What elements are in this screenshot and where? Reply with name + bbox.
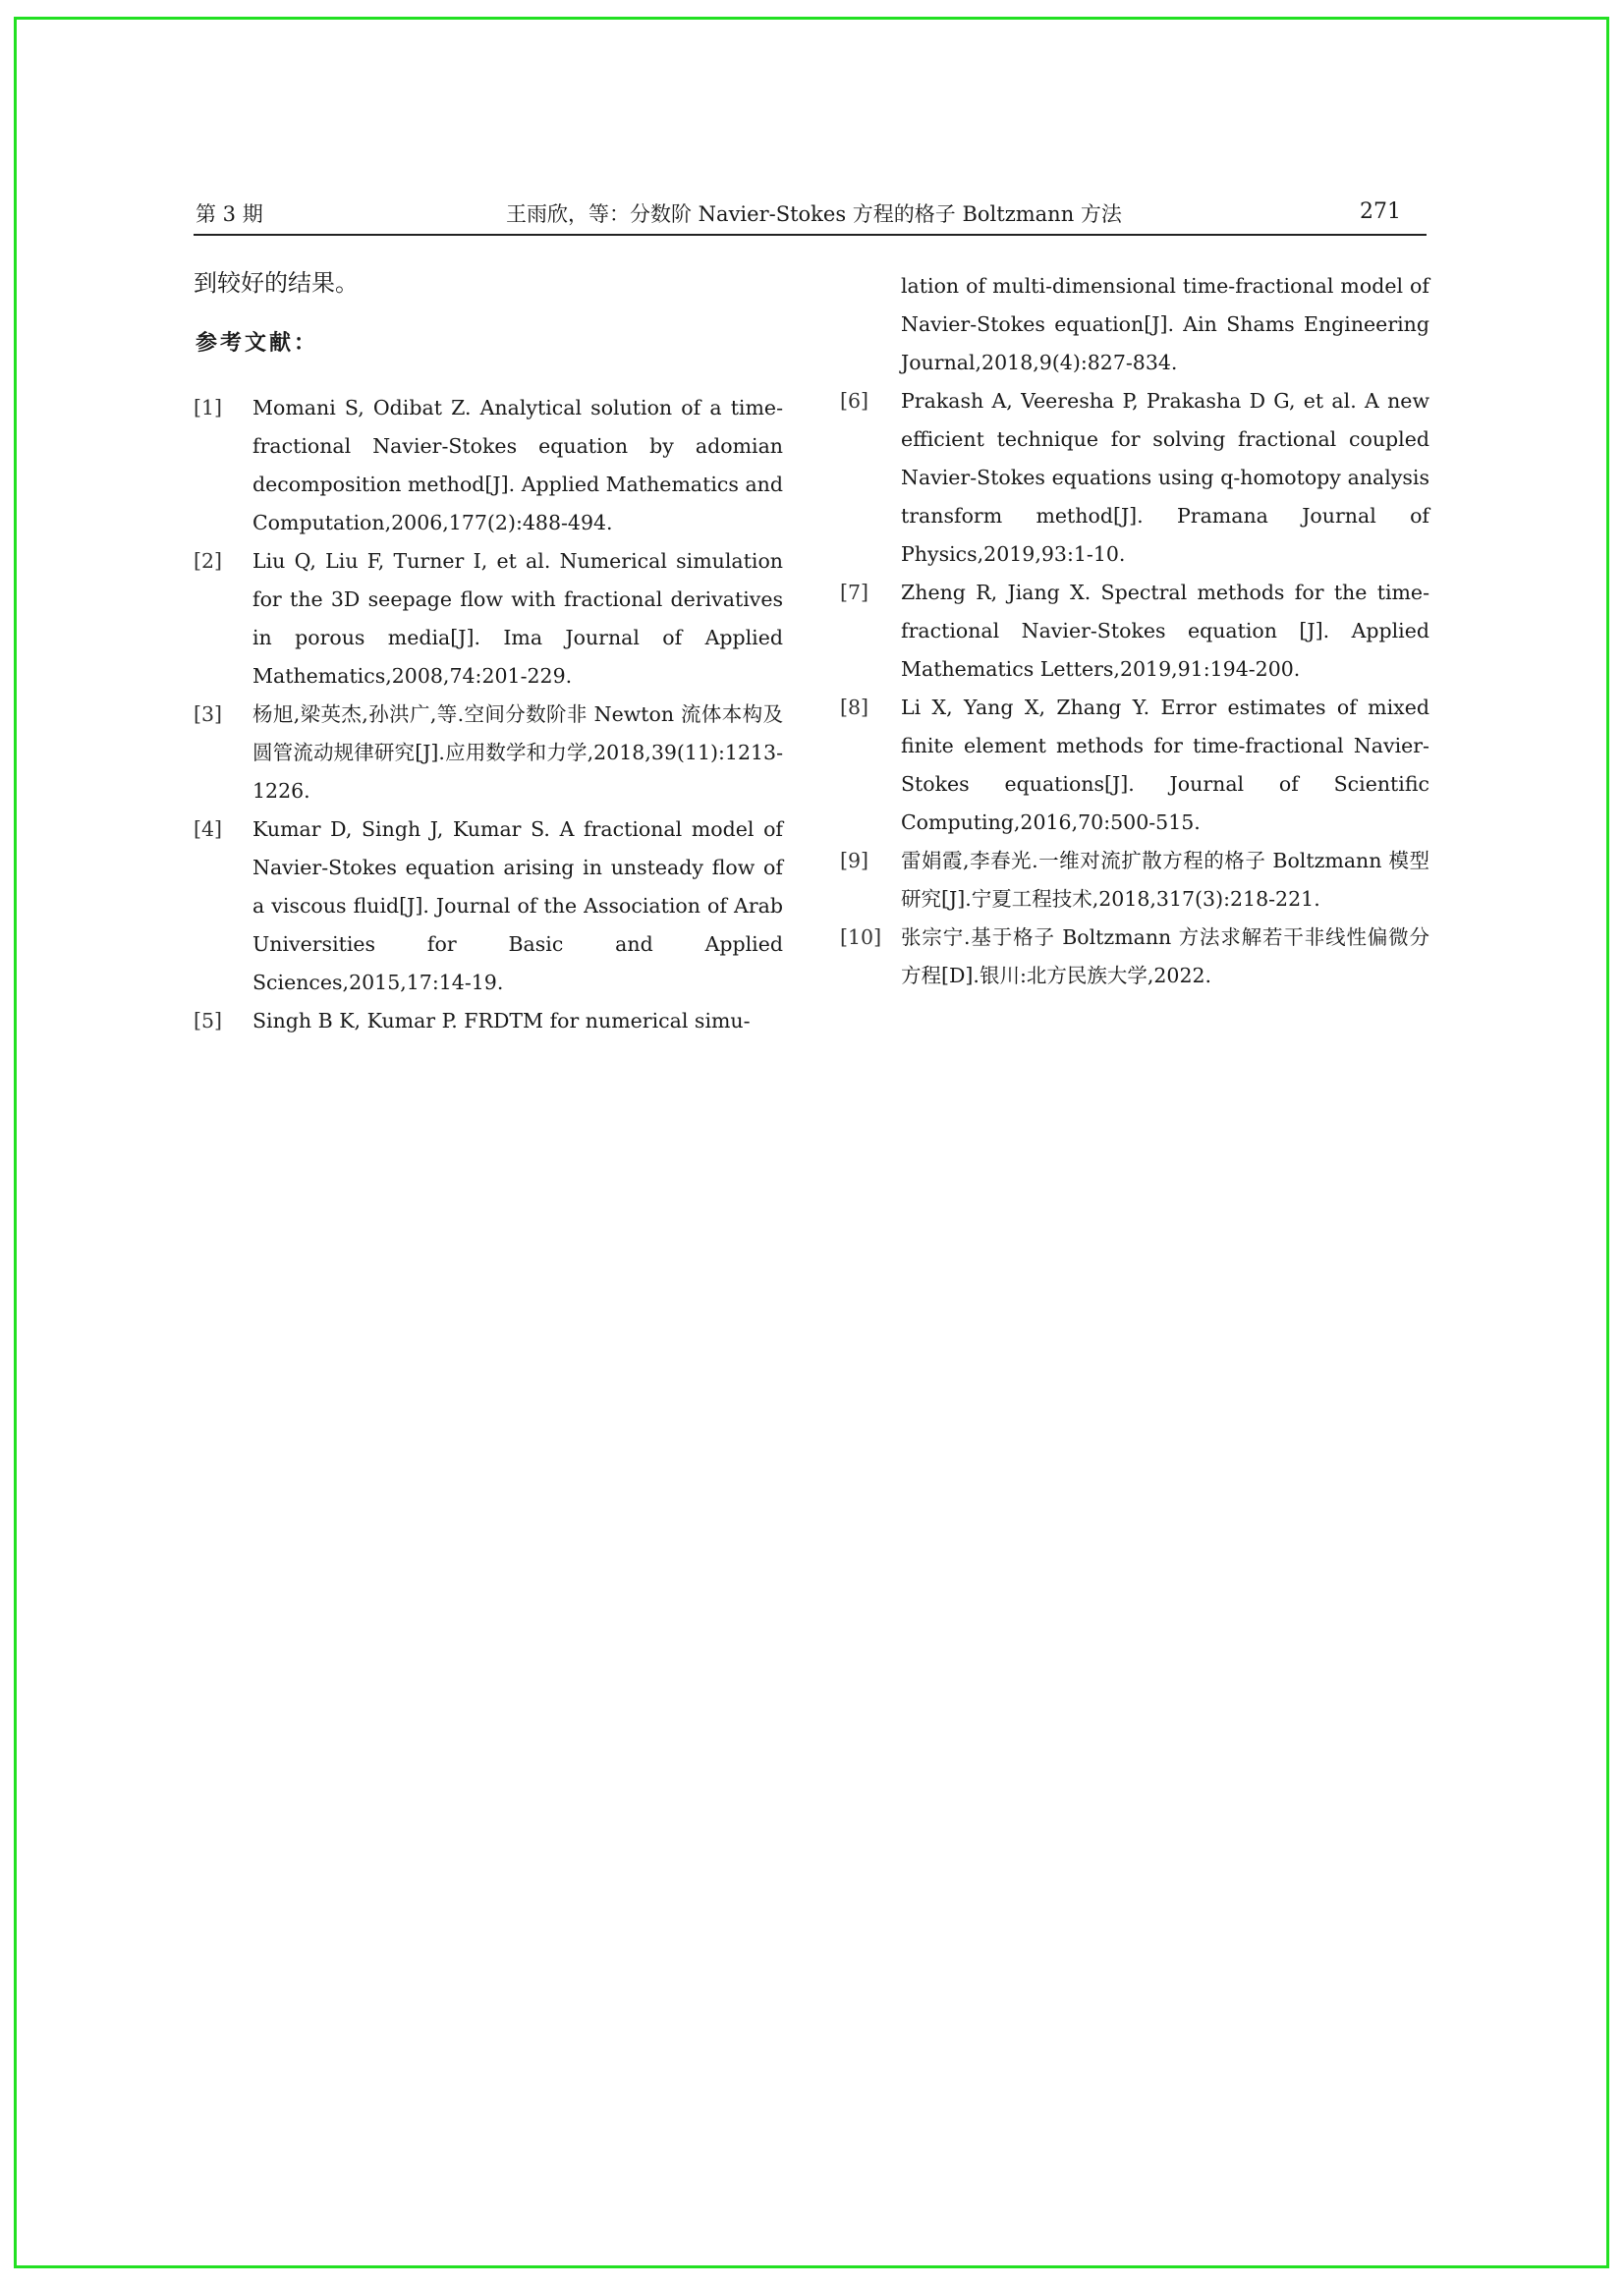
reference-item bbox=[194, 542, 783, 696]
reference-text: Liu Q, Liu F, Turner I, et al. Numerical simulation for the 3D seepage flow with fractional derivatives in porous media[J]. Ima Journal of Applied Mathematics,2008,74:201-229. bbox=[252, 549, 783, 688]
reference-item bbox=[194, 696, 783, 810]
reference-text: Kumar D, Singh J, Kumar S. A fractional model of Navier-Stokes equation arising in unsteady flow of a viscous fluid[J]. Journal of the Association of Arab Universities for Basic and Applied Sciences,2015,17:14-19. bbox=[252, 817, 783, 994]
reference-text: Prakash A, Veeresha P, Prakasha D G, et al. A new efficient technique for solving fractional coupled Navier-Stokes equations using q-homotopy analysis transform method[J]. Pramana Journal of Physics,2019,93:1-10. bbox=[901, 389, 1429, 566]
issue-label: 第 3 期 bbox=[196, 202, 263, 226]
reference-continuation: lation of multi-dimensional time-fractional model of Navier-Stokes equation[J]. Ain Shams Engineering Journal,2018,9(4):827-834. bbox=[901, 274, 1429, 374]
running-header bbox=[194, 195, 1427, 236]
reference-item bbox=[194, 389, 783, 542]
reference-text: 杨旭,梁英杰,孙洪广,等.空间分数阶非 Newton 流体本构及圆管流动规律研究[J].应用数学和力学,2018,39(11):1213-1226. bbox=[252, 702, 783, 803]
reference-number: [2] bbox=[194, 549, 223, 573]
reference-text: 雷娟霞,李春光.一维对流扩散方程的格子 Boltzmann 模型研究[J].宁夏工程技术,2018,317(3):218-221. bbox=[901, 849, 1429, 911]
reference-item bbox=[840, 919, 1429, 995]
reference-item bbox=[840, 842, 1429, 919]
reference-number: [5] bbox=[194, 1009, 223, 1032]
references-heading: 参考文献： bbox=[196, 330, 319, 356]
reference-number: [4] bbox=[194, 817, 223, 841]
reference-number: [1] bbox=[194, 396, 223, 419]
left-column bbox=[194, 265, 783, 1040]
reference-item bbox=[194, 1002, 783, 1040]
reference-item bbox=[840, 689, 1429, 842]
reference-text: Momani S, Odibat Z. Analytical solution of a time-fractional Navier-Stokes equation by adomian decomposition method[J]. Applied Mathematics and Computation,2006,177(2):488-494. bbox=[252, 396, 783, 534]
reference-number: [8] bbox=[840, 696, 869, 719]
reference-item bbox=[840, 382, 1429, 574]
reference-number: [10] bbox=[840, 925, 882, 949]
reference-number: [6] bbox=[840, 389, 869, 413]
reference-number: [7] bbox=[840, 581, 869, 604]
reference-text: 张宗宁.基于格子 Boltzmann 方法求解若干非线性偏微分方程[D].银川:北方民族大学,2022. bbox=[901, 925, 1429, 987]
reference-text: Li X, Yang X, Zhang Y. Error estimates of mixed finite element methods for time-fractional Navier-Stokes equations[J]. Journal of Scientific Computing,2016,70:500-515. bbox=[901, 696, 1429, 834]
reference-number: [3] bbox=[194, 702, 223, 726]
intro-line: 到较好的结果。 bbox=[194, 269, 359, 297]
reference-item bbox=[840, 574, 1429, 689]
right-column bbox=[840, 267, 1429, 995]
reference-text: Zheng R, Jiang X. Spectral methods for the time-fractional Navier-Stokes equation [J]. Applied Mathematics Letters,2019,91:194-200. bbox=[901, 581, 1429, 681]
reference-text: Singh B K, Kumar P. FRDTM for numerical simu- bbox=[252, 1009, 751, 1032]
page-number: 271 bbox=[1360, 199, 1401, 224]
reference-number: [9] bbox=[840, 849, 869, 872]
reference-item bbox=[194, 810, 783, 1002]
running-title: 王雨欣，等：分数阶 Navier-Stokes 方程的格子 Boltzmann 方法 bbox=[506, 202, 1122, 226]
